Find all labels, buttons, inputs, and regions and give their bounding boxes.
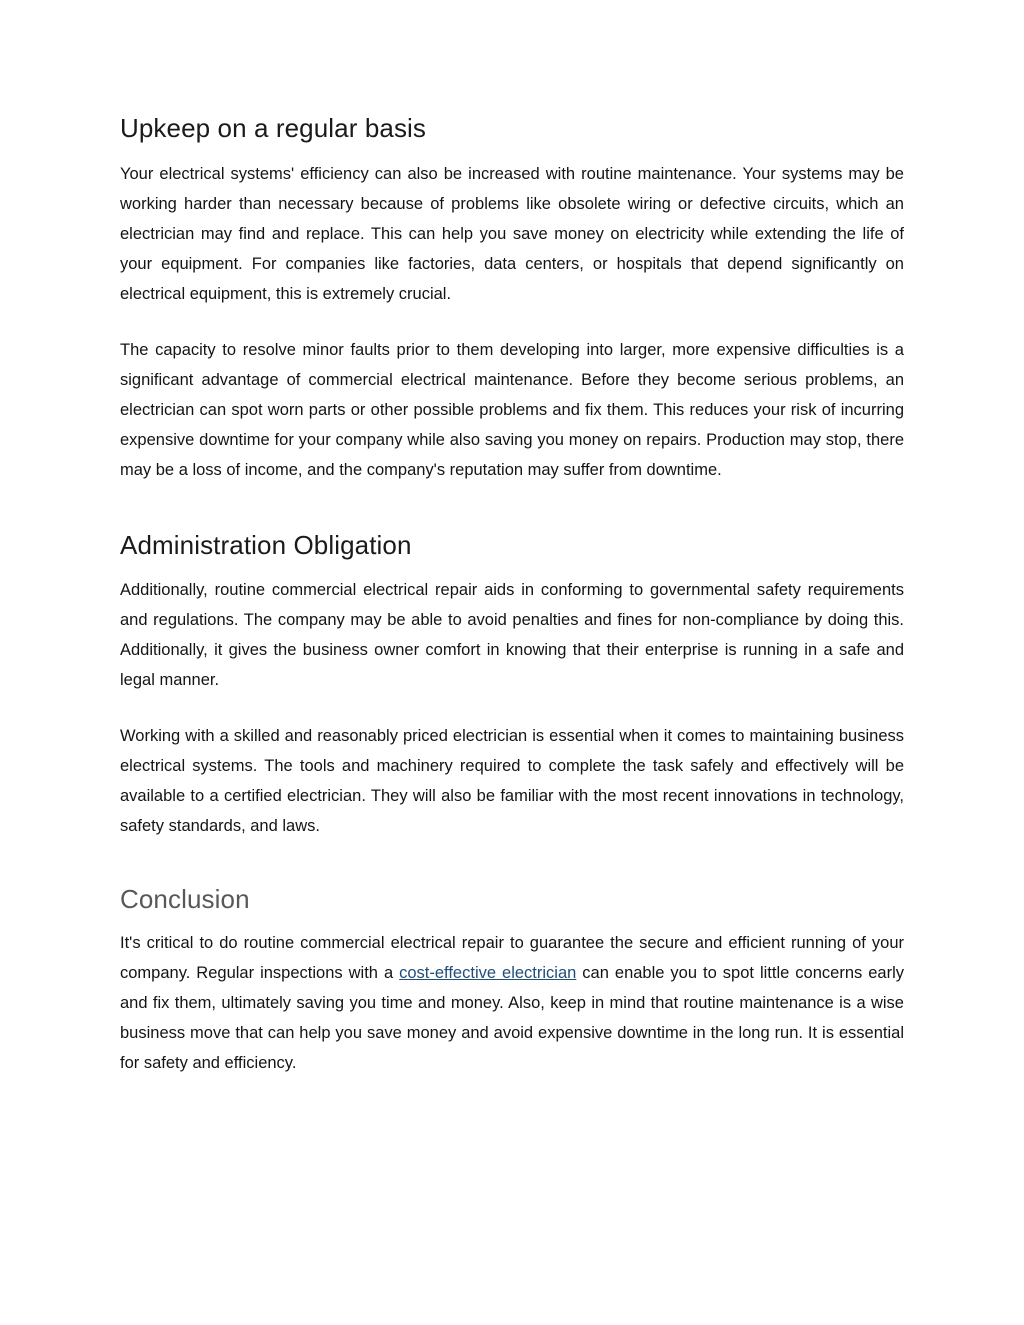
paragraph-upkeep-2: The capacity to resolve minor faults prior to them developing into larger, more expensive difficulties is a significant advantage of commercial electrical maintenance. Before they become serious problems, an electrician can spot worn parts or other possible problems and fix them. This reduces your risk of incurring expensive downtime for your company while also saving you money on repairs. Production may stop, there may be a loss of income, and the company's reputation may suffer from downtime. [120, 340, 904, 479]
paragraph-upkeep-1: Your electrical systems' efficiency can also be increased with routine maintenance. Your systems may be working harder than necessary because of problems like obsolete wiring or defective circuits, which an electrician may find and replace. This can help you save money on electricity while extending the life of your equipment. For companies like factories, data centers, or hospitals that depend significantly on electrical equipment, this is extremely crucial. [120, 164, 904, 303]
cost-effective-electrician-link[interactable]: cost-effective electrician [399, 963, 577, 982]
paragraph-conclusion [120, 928, 904, 1078]
paragraph-administration-1: Additionally, routine commercial electrical repair aids in conforming to governmental safety requirements and regulations. The company may be able to avoid penalties and fines for non-compliance by doing this. Additionally, it gives the business owner comfort in knowing that their enterprise is running in a safe and legal manner. [120, 581, 904, 689]
section-heading-conclusion: Conclusion [120, 884, 250, 914]
section-heading-upkeep: Upkeep on a regular basis [120, 113, 427, 143]
section-heading-administration: Administration Obligation [120, 529, 412, 560]
document-content [120, 112, 904, 1078]
conclusion-text-lead: It's critical to do routine commercial electrical repair to guarantee the secure and efficient running of your company. Regular inspections with a [120, 933, 904, 982]
conclusion-text-tail: can enable you to spot little concerns early and fix them, ultimately saving you time and money. Also, keep in mind that routine maintenance is a wise business move that can help you save money and avoid expensive downtime in the long run. It is essential for safety and efficiency. [120, 963, 904, 1072]
paragraph-administration-2: Working with a skilled and reasonably priced electrician is essential when it comes to maintaining business electrical systems. The tools and machinery required to complete the task safely and effectively will be available to a certified electrician. They will also be familiar with the most recent innovations in technology, safety standards, and laws. [120, 727, 904, 835]
